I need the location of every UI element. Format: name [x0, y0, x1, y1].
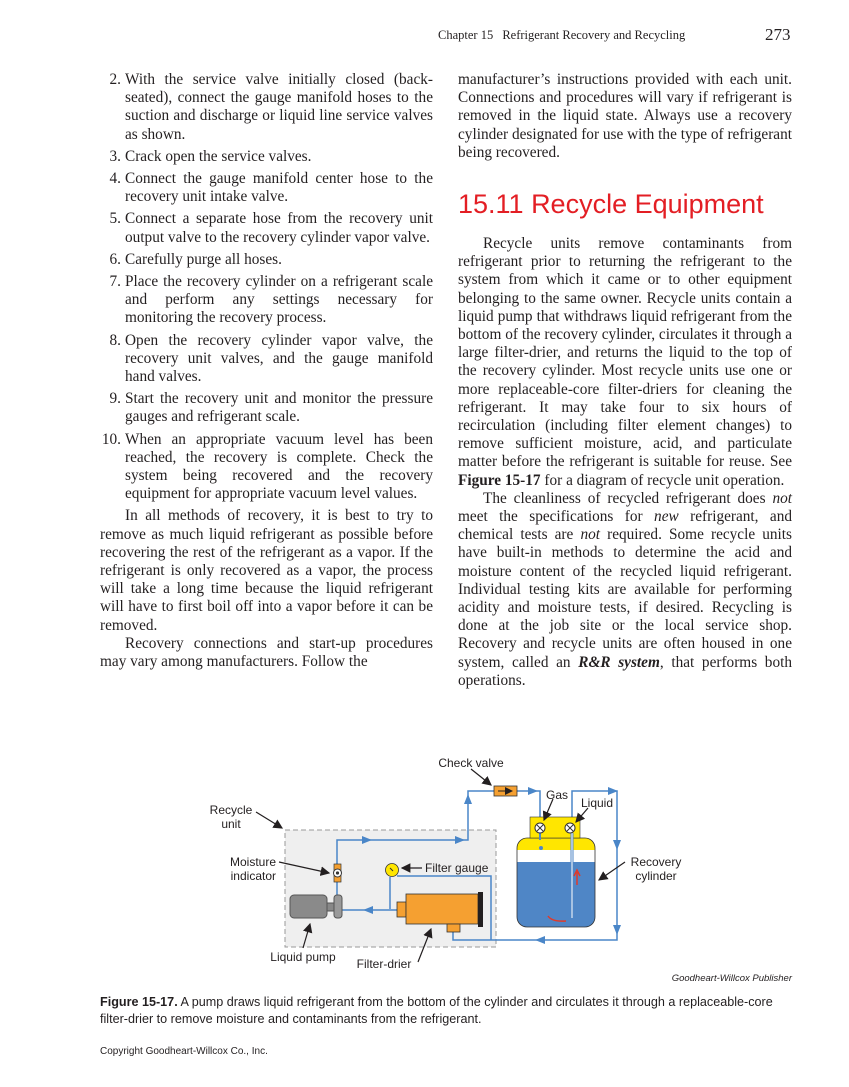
step-item	[100, 431, 433, 504]
step-item	[100, 170, 433, 206]
section-heading: 15.11 Recycle Equipment	[458, 189, 764, 220]
running-header	[438, 28, 685, 43]
procedure-steps	[100, 71, 433, 503]
label-liquid: Liquid	[580, 796, 614, 810]
step-text: Place the recovery cylinder on a refrigerant scale and perform any settings necessary for monitoring the recovery process.	[125, 273, 433, 327]
step-number: 7.	[109, 273, 121, 291]
left-column	[100, 71, 433, 671]
step-number: 3.	[109, 147, 121, 165]
step-text: Crack open the service valves.	[125, 147, 312, 165]
recovery-cylinder	[517, 817, 595, 927]
emphasis: not	[580, 526, 600, 544]
step-number: 5.	[109, 210, 121, 228]
text: Recycle units remove contaminants from refrigerant prior to returning the refrigerant to the system from which it came or to other equipment belonging to the same owner. Recycle units contain a liquid pump that withdraws liquid refrigerant from the bottom of the recovery cylinder, circulates it through a large filter-drier, and returns the liquid to the top of the recovery cylinder. Most recycle units use one or more replaceable-core filter-driers for cleaning the refrigerant. It may take four to six hours of recirculation (including filter element changes) to remove sufficient moisture, acid, and particulate matter before the refrigerant is suitable for reuse. See	[458, 235, 792, 471]
label-filter-drier: Filter-drier	[356, 957, 412, 971]
copyright: Copyright Goodheart-Willcox Co., Inc.	[100, 1046, 268, 1057]
label-moisture-indicator: indicator	[230, 869, 276, 883]
label-recovery-cylinder: cylinder	[635, 869, 677, 883]
label-liquid-pump: Liquid pump	[270, 950, 336, 964]
caption-text: A pump draws liquid refrigerant from the bottom of the cylinder and circulates it through a replaceable-core filter-drier to remove moisture and contaminants from the refrigerant.	[100, 995, 773, 1026]
paragraph	[458, 235, 792, 490]
step-number: 10.	[101, 430, 121, 448]
label-check-valve: Check valve	[438, 756, 504, 770]
chapter-title: Refrigerant Recovery and Recycling	[502, 28, 686, 42]
step-text: Connect a separate hose from the recovery unit output valve to the recovery cylinder vapor valve.	[125, 210, 433, 246]
step-item	[100, 332, 433, 387]
liquid-pump	[290, 895, 342, 918]
emphasis: not	[772, 489, 792, 507]
figure-label: Figure 15-17.	[100, 995, 178, 1009]
step-number: 9.	[109, 390, 121, 408]
step-number: 8.	[109, 331, 121, 349]
check-valve	[494, 786, 517, 796]
label-recovery-cylinder: Recovery	[630, 855, 682, 869]
figure-caption	[100, 994, 792, 1028]
label-recycle-unit: Recycle	[209, 803, 253, 817]
page-number: 273	[765, 25, 791, 44]
step-text: Start the recovery unit and monitor the pressure gauges and refrigerant scale.	[125, 390, 433, 426]
right-column	[458, 71, 792, 690]
step-item	[100, 273, 433, 328]
step-item	[100, 210, 433, 246]
label-recycle-unit: unit	[221, 817, 241, 831]
paragraph: In all methods of recovery, it is best to try to remove as much liquid refrigerant as possible before recovering the rest of the refrigerant as a vapor. If the refrigerant is only recovered as a vapor, the process will take a long time because the liquid refrigerant will have to first boil off into a vapor before it can be removed.	[100, 507, 433, 634]
paragraph: manufacturer’s instructions provided with each unit. Connections and procedures will vary if refrigerant is removed in the liquid state. Always use a recovery cylinder designated for use with the type of refrigerant being recovered.	[458, 71, 792, 161]
step-text: Open the recovery cylinder vapor valve, the recovery unit valves, and the gauge manifold hand valves.	[125, 331, 433, 386]
text: The cleanliness of recycled refrigerant does	[483, 489, 773, 507]
step-number: 6.	[109, 250, 121, 268]
figure-credit: Goodheart-Willcox Publisher	[671, 973, 792, 984]
key-term: R&R system	[578, 653, 660, 671]
emphasis: new	[654, 508, 679, 526]
step-item	[100, 390, 433, 426]
step-text: Connect the gauge manifold center hose to the recovery unit intake valve.	[125, 170, 433, 206]
recycle-unit-diagram	[200, 750, 700, 980]
step-item	[100, 251, 433, 269]
step-text: When an appropriate vacuum level has been reached, the recovery is complete. Check the system being recovered and the recovery equipment for appropriate vacuum level values.	[125, 430, 433, 503]
text: refrigerant, and chemical tests are	[458, 508, 792, 544]
chapter-number: Chapter 15	[438, 28, 494, 42]
step-item	[100, 71, 433, 144]
text: for a diagram of recycle unit operation.	[540, 471, 785, 489]
filter-gauge	[386, 864, 399, 877]
paragraph	[458, 490, 792, 690]
moisture-indicator	[334, 864, 342, 882]
step-item	[100, 148, 433, 166]
text: required. Some recycle units have built-in methods to determine the acid and moisture content of the recycled liquid refrigerant. Individual testing kits are available for performing acidity and moisture tests, if desired. Recycling is done at the job site or the local service shop. Recovery and recycle units are often housed in one system, called an	[458, 526, 792, 671]
label-gas: Gas	[545, 788, 569, 802]
paragraph: Recovery connections and start-up procedures may vary among manufacturers. Follow the	[100, 634, 433, 671]
step-text: Carefully purge all hoses.	[125, 250, 282, 268]
label-filter-gauge: Filter gauge	[425, 861, 489, 875]
figure-reference: Figure 15-17	[458, 471, 541, 489]
text: meet the specifications for	[458, 508, 655, 526]
step-number: 4.	[109, 170, 121, 188]
label-moisture-indicator: Moisture	[229, 855, 276, 869]
step-text: With the service valve initially closed (back-seated), connect the gauge manifold hoses to the suction and discharge or liquid line service valves as shown.	[125, 71, 433, 143]
step-number: 2.	[109, 71, 121, 88]
text: , that performs both operations.	[458, 653, 793, 689]
